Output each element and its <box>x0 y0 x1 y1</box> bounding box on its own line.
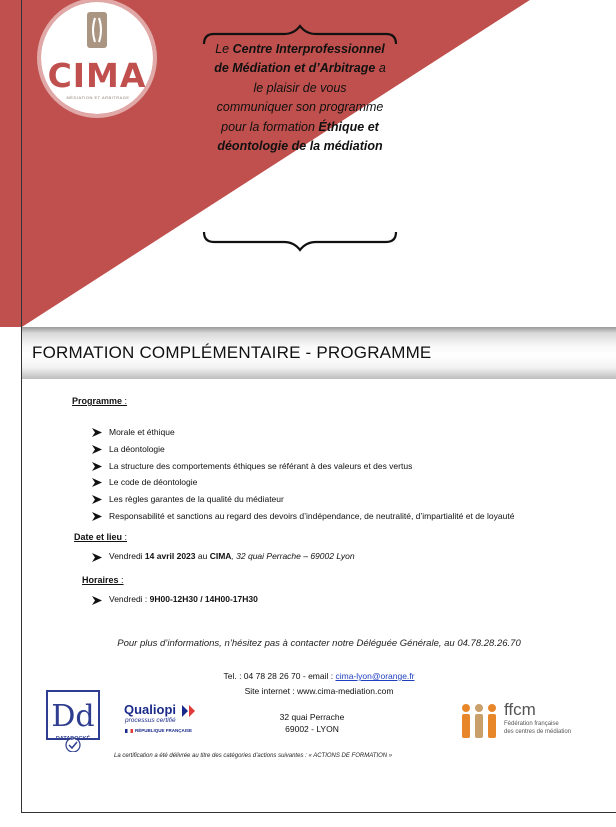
address-line2: 69002 - LYON <box>285 724 339 734</box>
frame-bottom-line <box>21 812 616 813</box>
horaires-line: Vendredi : 9H00-12H30 / 14H00-17H30 <box>92 594 258 604</box>
qualiopi-sub: processus certifié <box>125 717 176 724</box>
programme-label: Programme : <box>72 396 128 406</box>
qualiopi-name: Qualiopi <box>124 702 176 717</box>
list-item: Responsabilité et sanctions au regard des devoirs d’indépendance, de neutralité, d’impartialité et de loyauté <box>92 508 514 525</box>
list-item: Morale et éthique <box>92 424 514 441</box>
intro-course-name: Éthique et déontologie de la médiation <box>217 119 383 154</box>
contact-info-text: Pour plus d’informations, n’hésitez pas à contacter notre Déléguée Générale, au 04.78.28.26.70 <box>117 638 521 649</box>
list-item: La déontologie <box>92 441 514 458</box>
arrow-bullet-icon <box>92 495 102 504</box>
arrow-bullet-icon <box>92 512 102 521</box>
event-hours: 9H00-12H30 / 14H00-17H30 <box>149 594 258 604</box>
website-line: Site internet : www.cima-mediation.com <box>244 686 394 696</box>
event-venue: CIMA <box>209 551 232 561</box>
french-flag-icon <box>125 729 133 733</box>
arrow-bullet-icon <box>92 478 102 487</box>
certification-note: La certification a été délivrée au titre des catégories d’actions suivantes : « ACTIONS DE FORMATION » <box>114 753 393 759</box>
arrow-bullet-icon <box>92 445 102 454</box>
qualiopi-arrows-icon <box>182 705 198 717</box>
email-link[interactable]: cima-lyon@orange.fr <box>335 671 415 681</box>
qualiopi-rf: RÉPUBLIQUE FRANÇAISE <box>135 728 193 733</box>
horaires-label: Horaires : <box>82 575 124 585</box>
event-date: 14 avril 2023 <box>144 551 196 561</box>
address-line1: 32 quai Perrache <box>279 712 345 722</box>
intro-mid: a le plaisir de vous communiquer son programme pour la formation <box>216 61 386 134</box>
logo-tagline: MÉDIATION ET ARBITRAGE <box>66 95 130 100</box>
datadock-logo <box>46 690 100 752</box>
intro-text <box>214 40 386 156</box>
svg-text:Dd: Dd <box>51 699 95 734</box>
event-address: , 32 quai Perrache – 69002 Lyon <box>231 551 355 561</box>
datadock-text: DATADOCKÉ <box>55 736 91 742</box>
arrow-bullet-icon <box>92 428 102 437</box>
address-block <box>262 711 362 735</box>
arrow-bullet-icon <box>92 596 102 605</box>
logo-name: CIMA <box>47 56 147 95</box>
intro-pre: Le <box>215 42 233 56</box>
intro-org-name: Centre Interprofessionnel de Médiation et d’Arbitrage <box>214 42 385 76</box>
banner-title: FORMATION COMPLÉMENTAIRE - PROGRAMME <box>32 343 432 362</box>
qualiopi-logo <box>124 702 204 742</box>
logo-mark-icon <box>87 12 107 48</box>
ffcm-logo <box>458 700 588 744</box>
contact-line <box>22 671 616 681</box>
date-lieu-line: Vendredi 14 avril 2023 au CIMA, 32 quai Perrache – 69002 Lyon <box>92 551 355 561</box>
list-item: Les règles garantes de la qualité du médiateur <box>92 491 514 508</box>
ffcm-line2: des centres de médiation <box>504 729 572 735</box>
programme-list <box>92 424 514 525</box>
ffcm-figures-icon <box>458 702 500 740</box>
list-item: La structure des comportements éthiques se référant à des valeurs et des vertus <box>92 458 514 475</box>
arrow-bullet-icon <box>92 462 102 471</box>
ffcm-name: ffcm <box>504 700 536 719</box>
list-item: Le code de déontologie <box>92 474 514 491</box>
phone-text: Tel. : 04 78 28 26 70 - email : <box>223 671 336 681</box>
date-lieu-label: Date et lieu : <box>74 532 128 542</box>
arrow-bullet-icon <box>92 553 102 562</box>
ffcm-line1: Fédération française <box>504 721 559 727</box>
